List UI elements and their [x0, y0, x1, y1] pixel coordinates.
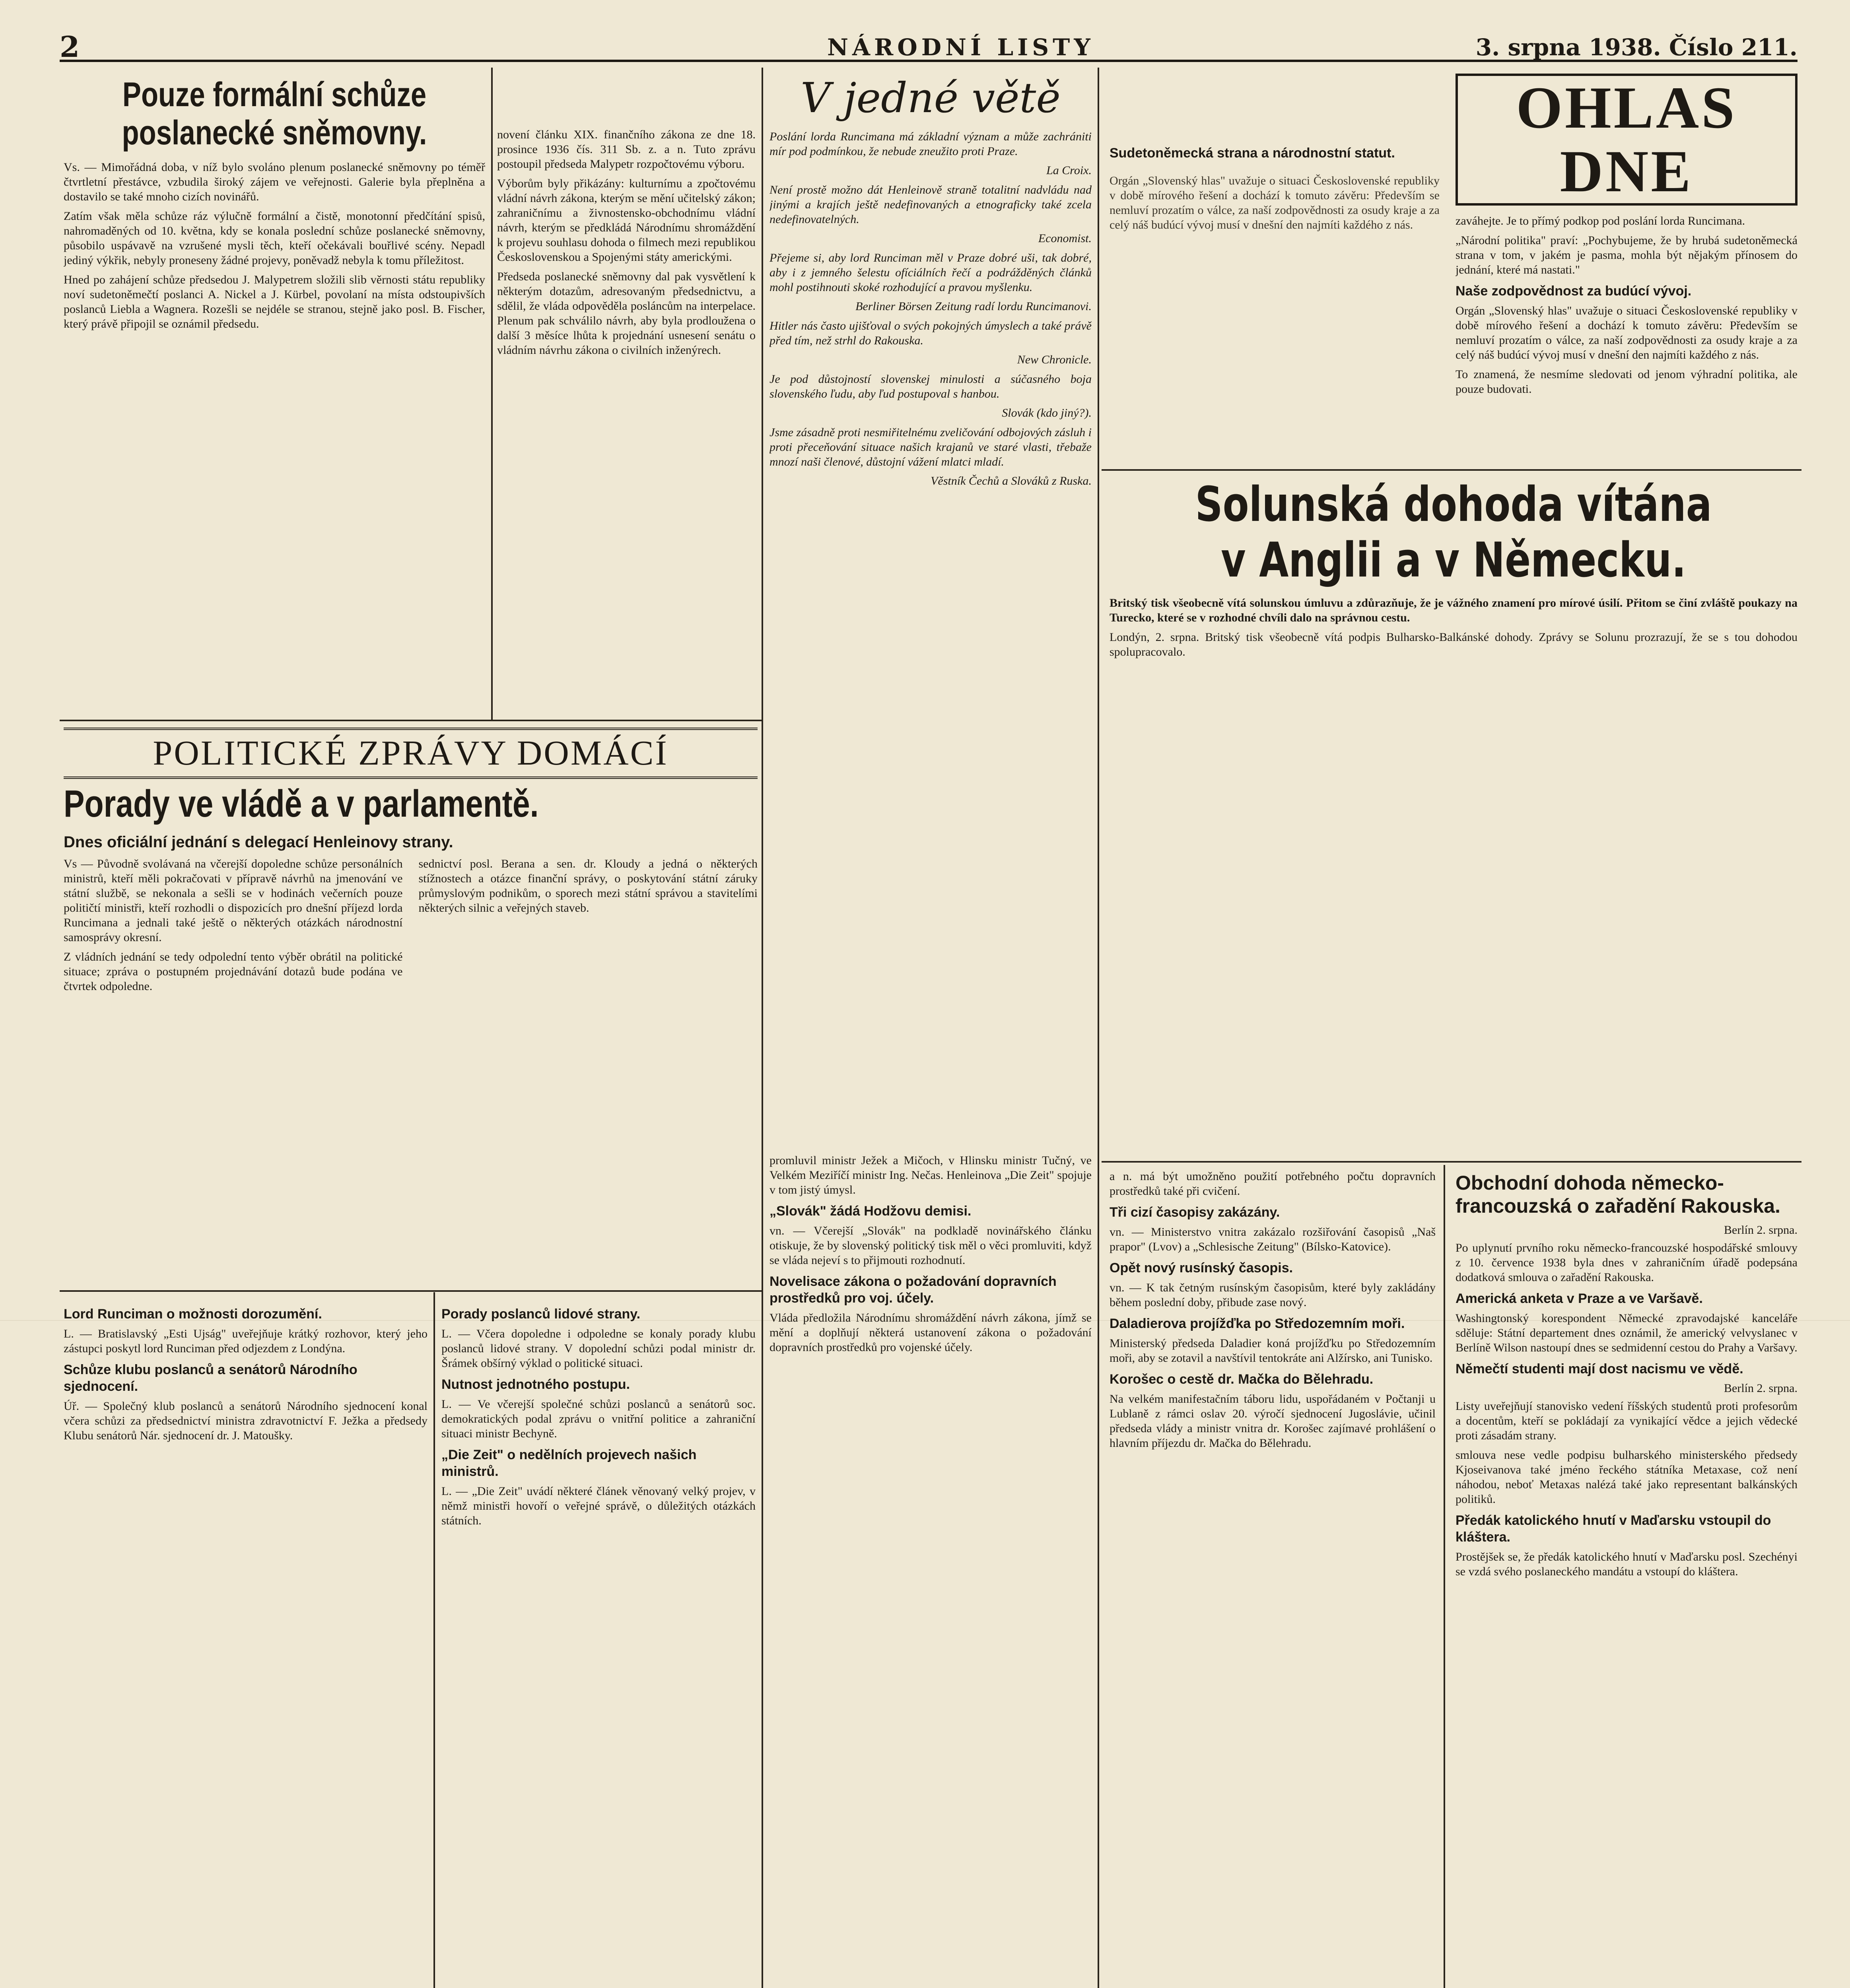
column-rule [433, 1292, 435, 1988]
subheading: Novelisace zákona o požadování dopravních prostředků pro voj. účely. [770, 1274, 1057, 1306]
subheading: „Slovák" žádá Hodžovu demisi. [770, 1204, 972, 1219]
quote-source: Berliner Börsen Zeitung radí lordu Runcimanovi. [855, 300, 1092, 313]
subheading: Němečtí studenti mají dost nacismu ve vědě. [1456, 1361, 1743, 1376]
paragraph: promluvil ministr Ježek a Mičoch, v Hlinsku ministr Tučný, ve Velkém Meziříčí ministr Ing. Nečas. Henleinova „Die Zeit" spojuje v tom jistý úmysl. [770, 1154, 1092, 1196]
paragraph: Orgán „Slovenský hlas" uvažuje o situaci Československé republiky v době mírového řešení a dochází k tomuto závěru: Především se nemluví prozatím o válce, za naší zodpovědnosti za osudy kraje a za celý náš budúcí vývoj musí v dnešní den najmíti každého z nás. [1456, 304, 1798, 361]
section-rule [60, 720, 762, 721]
subheading: Tři cizí časopisy zakázány. [1110, 1205, 1280, 1220]
article-sudeten-status [1110, 139, 1440, 465]
column-ohlas-dne [1456, 74, 1798, 467]
paper-fold [0, 1320, 1850, 1321]
paragraph: Úř. — Společný klub poslanců a senátorů Národního sjednocení konal včera schůzi za předsednictví ministra zdravotnictví F. Ježka a předsedy Klubu senátorů Nár. sjednocení dr. J. Matoušky. [64, 1400, 428, 1442]
subheading: Daladierova projížďka po Středozemním moři. [1110, 1316, 1405, 1331]
article-formal-session-continued [497, 127, 756, 712]
section-kicker: POLITICKÉ ZPRÁVY DOMÁCÍ [64, 728, 758, 779]
paragraph: Vláda předložila Národnímu shromáždění návrh zákona, jímž se mění a doplňují některá ustanovení zákona o požadování dopravních prostředků pro vojenské účely. [770, 1311, 1092, 1354]
column-lower-middle [441, 1300, 756, 1988]
column-rule [762, 68, 763, 1988]
paragraph: novení článku XIX. finančního zákona ze dne 18. prosince 1936 čís. 311 Sb. z. a n. Tuto zprávu postoupil předseda Malypetr rozpočtovému výboru. [497, 128, 756, 171]
paragraph: L. — Bratislavský „Esti Ujság" uveřejňuje krátký rozhovor, který jeho zástupci poskytl lord Runciman před odjezdem z Londýna. [64, 1327, 428, 1355]
paragraph: vn. — K tak četným rusínským časopisům, které byly zakládány během poslední doby, přibude zase nový. [1110, 1281, 1436, 1309]
subheading: Lord Runciman o možnosti dorozumění. [64, 1307, 322, 1322]
paragraph: „Národní politika" praví: „Pochybujeme, že by hrubá sudetoněmecká strana v tom, v jakém je pasma, mohla být nějakým přínosem do jednání, které má nastati." [1456, 234, 1798, 276]
quote: Přejeme si, aby lord Runciman měl v Praze dobré uši, tak dobré, aby i z jemného šelestu ofíciálních řečí a podrážděných článků mohl postihnouti skoké rozhodující a pravou myšlenku. [770, 251, 1092, 294]
column-rule [491, 68, 493, 720]
paragraph: L. — Ve včerejší společné schůzi poslanců a senátorů soc. demokratických podal zprávu o vnitřní politice a zahraniční situaci ministr Bechyně. [441, 1398, 756, 1440]
paragraph: Na velkém manifestačním táboru lidu, uspořádaném v Počtanji u Lublaně z rámci oslav 20. výročí sjednocení Jugoslávie, učinil předseda vlády a ministr vnitra dr. Korošec zajímavé prohlášení o hlavním příjezdu dr. Mačka do Bělehradu. [1110, 1392, 1436, 1450]
subheading: Korošec o cestě dr. Mačka do Bělehradu. [1110, 1372, 1374, 1387]
quote-source: Věstník Čechů a Slováků z Ruska. [931, 474, 1092, 487]
column-rule [1098, 68, 1099, 1988]
quote-source: La Croix. [1046, 164, 1092, 177]
body-right [419, 856, 758, 998]
paragraph: smlouva nese vedle podpisu bulharského ministerského předsedy Kjoseivanova také jméno řeckého státníka Metaxase, což není náhodou, neboť Metaxas nalézá také jako representant balkánských politiků. [1456, 1448, 1798, 1506]
issue-date: 3. srpna 1938. Číslo 211. [1475, 34, 1798, 61]
subheading: „Die Zeit" o nedělních projevech našich ministrů. [441, 1447, 697, 1479]
headline: Pouze formální schůze poslanecké sněmovny. [122, 76, 427, 152]
paragraph: vn. — Včerejší „Slovák" na podkladě novinářského článku otiskuje, že by slovenský politický tisk měl o věci promluviti, když se vláda nejeví s to přijmouti rozhodnutí. [770, 1224, 1092, 1267]
quote-source: New Chronicle. [1017, 353, 1092, 366]
page-number: 2 [60, 30, 80, 64]
headline: Porady ve vládě a v parlamentě. [64, 782, 539, 825]
quote: Je pod důstojností slovenskej minulosti a súčasného boja slovenského ľudu, aby ľud postupoval s hanbou. [770, 373, 1092, 400]
article-salonica-agreement [1110, 477, 1798, 1153]
quote: Poslání lorda Runcimana má základní význam a může zachrániti mír pod podmínkou, že nebude zneužito proti Praze. [770, 130, 1092, 158]
column-slovak-news [770, 1153, 1092, 1988]
quote: Není prostě možno dát Henleinově straně totalitní nadvládu nad jinými a krajích ještě nedefinovaných a etnograficky také zcela nedefinovatelných. [770, 183, 1092, 226]
quote-source: Slovák (kdo jiný?). [1002, 406, 1092, 419]
subheading: Porady poslanců lidové strany. [441, 1307, 641, 1322]
headline: Obchodní dohoda německo-francouzská o zařadění Rakouska. [1456, 1172, 1780, 1217]
paragraph: Prostějšek se, že předák katolického hnutí v Maďarsku posl. Szechényi se vzdá svého poslaneckého mandátu a vstoupí do kláštera. [1456, 1550, 1798, 1578]
paper-name: NÁRODNÍ LISTY [827, 34, 1094, 61]
lead-paragraph: Britský tisk všeobecně vítá solunskou úmluvu a zdůrazňuje, že je vážného znamení pro mírové úsilí. Přitom se činí zvláště poukazy na Turecko, které se v rozhodné chvíli dalo na správnou cestu. [1110, 596, 1798, 624]
section-rule [1102, 469, 1801, 471]
paragraph: Orgán „Slovenský hlas" uvažuje o situaci Československé republiky v době mírového řešení a dochází k tomuto závěru: Především se nemluví prozatím o válce, za naší zodpovědnosti za osudy kraje a za celý náš budúcí vývoj musí v dnešní den najmíti každého z nás. [1110, 174, 1440, 231]
paragraph: L. — Včera dopoledne i odpoledne se konaly porady klubu poslanců lidové strany. V dopolední schůzi podal ministr dr. Šrámek obšírný výklad o politické situaci. [441, 1327, 756, 1370]
paragraph: Londýn, 2. srpna. Britský tisk všeobecně vítá podpis Bulharsko-Balkánské dohody. Zprávy se Solunu prozrazují, že se s tou dohodou spolupracovalo. [1110, 631, 1798, 658]
section-rule [60, 1290, 762, 1292]
section-rule [1102, 1161, 1801, 1163]
paragraph: To znamená, že nesmíme sledovati od jenom výhradní politika, ale pouze budovati. [1456, 368, 1798, 396]
column-title: OHLAS DNE [1456, 74, 1798, 206]
subheading: Sudetoněmecká strana a národnostní statut. [1110, 146, 1395, 161]
subheading: Schůze klubu poslanců a senátorů Národního sjednocení. [64, 1362, 358, 1394]
body-left [64, 856, 403, 998]
paragraph: Vs — Původně svolávaná na včerejší dopoledne schůze personálních ministrů, kteří měli pokračovati v přípravě návrhů na jmenování ve státní službě, se nekonala a sešli se v hodinách večerních pouze političtí ministři, kteří rozhodli o dispozicích pro dnešní příjezd lorda Runcimana a jednali také ještě o některých otázkách národnostní samosprávy okresní. [64, 857, 403, 944]
subheading: Předák katolického hnutí v Maďarsku vstoupil do kláštera. [1456, 1513, 1771, 1545]
paragraph: vn. — Ministerstvo vnitra zakázalo rozšiřování časopisů „Naš prapor" (Lvov) a „Schlesische Zeitung" (Bílsko-Katovice). [1110, 1225, 1436, 1253]
column-in-one-sentence [770, 74, 1092, 1147]
column-short-news [1110, 1169, 1436, 1988]
paragraph: Výborům byly přikázány: kulturnímu a zpočtovému vládní návrh zákona, kterým se mění učitelský zákon; zahraničnímu a živnostensko-obchodnímu vládní návrh, kterým se předkládá Národnímu shromáždění k projevu souhlasu dohoda o filmech mezi republikou Československou a Spojenými státy americkými. [497, 177, 756, 264]
column-rule [1444, 1165, 1445, 1988]
quote: Hitler nás často ujišťoval o svých pokojných úmyslech a také právě před tím, než strhl do Rakouska. [770, 319, 1092, 347]
dateline: Berlín 2. srpna. [1724, 1382, 1798, 1395]
subheading: Americká anketa v Praze a ve Varšavě. [1456, 1291, 1703, 1306]
paragraph: Listy uveřejňují stanovisko vedení říšských studentů proti profesorům a docentům, kteří se pokládají za vynikající vědce a jejich vědecké proti zásadám strany. [1456, 1400, 1798, 1442]
paragraph: sednictví posl. Berana a sen. dr. Kloudy a jedná o některých stížnostech a otázce finanční správy, o poskytování státní záruky průmyslovým podnikům, o sporech mezi státní správou a stavitelími některých silnic a veřejných staveb. [418, 857, 758, 914]
paragraph: L. — „Die Zeit" uvádí některé článek věnovaný velký projev, v němž ministři hovoří o veřejné správě, o důležitých otázkách státních. [441, 1485, 756, 1527]
masthead [60, 22, 1798, 62]
article-franco-german-trade [1456, 1169, 1798, 1988]
column-title: V jedné větě [801, 74, 1061, 122]
quote-source: Economist. [1038, 232, 1092, 245]
paragraph: Po uplynutí prvního roku německo-francouzské hospodářské smlouvy z 10. července 1938 byla dnes v zahraničním úřadě podepsána dodatková smlouva o zařadění Rakouska. [1456, 1241, 1798, 1284]
paragraph: zaváhejte. Je to přímý podkop pod poslání lorda Runcimana. [1456, 214, 1745, 227]
subheading: Naše zodpovědnost za budúcí vývoj. [1456, 283, 1692, 299]
subheading: Opět nový rusínský časopis. [1110, 1260, 1293, 1276]
paragraph: Předseda poslanecké sněmovny dal pak vysvětlení k některým dotazům, adresovaným předsednictvu, a sdělil, že vláda odpověděla posláncům na interpelace. Plenum pak schválilo návrh, aby byla prodloužena o další 3 měsíce lhůta k projednání usnesení senátu o vládním návrhu zákona o civilních inženýrech. [497, 270, 756, 357]
paragraph: Hned po zahájení schůze předsedou J. Malypetrem složili slib věrnosti státu republiky noví sudetoněmečtí poslanci A. Nickel a J. Kürbel, povolaní na místa odstoupivších poslanců Liebla a Wagnera. Rozešli se nejdéle se stranou, stejně jako posl. B. Fischer, který právě připojil se oznámil předsedu. [64, 273, 485, 330]
column-lower-left [64, 1300, 428, 1988]
dateline: Berlín 2. srpna. [1724, 1223, 1798, 1237]
subheading: Nutnost jednotného postupu. [441, 1377, 630, 1392]
subheadline: Dnes oficiální jednání s delegací Henleinovy strany. [64, 833, 453, 851]
headline: Solunská dohoda vítána v Anglii a v Německu. [1195, 477, 1712, 588]
paragraph: a n. má být umožněno použití potřebného počtu dopravních prostředků také při cvičení. [1110, 1170, 1436, 1198]
two-column-body [64, 856, 758, 998]
paragraph: Washingtonský korespondent Německé zpravodajské kanceláře sděluje: Státní departement dnes oznámil, že americký velvyslanec v Berlíně Wilson nastoupí dnes se sedmidenní cestou do Prahy a Varšavy. [1456, 1312, 1798, 1354]
article-formal-session [64, 76, 485, 712]
paragraph: Z vládních jednání se tedy odpolední tento výběr obrátil na politické situace; zpráva o postupném projednávání dotazů bude podána ve čtvrtek odpoledne. [64, 950, 403, 993]
section-domestic-politics [64, 728, 758, 1284]
paragraph: Ministerský předseda Daladier koná projížďku po Středozemním moři, aby se zotavil a navštívil tentokráte ani Alžírsko, ani Tunisko. [1110, 1337, 1436, 1365]
quote: Jsme zásadně proti nesmiřitelnému zveličování odbojových zásluh i proti přeceňování situace našich krajanů ve staré vlasti, třebaže mnozí naši členové, důstojní vážení mlatci mladí. [770, 426, 1092, 468]
paragraph: Zatím však měla schůze ráz výlučně formální a čistě, monotonní předčítání spisů, nahromaděných od 10. května, kdy se konala poslední schůze poslanecké sněmovny, působilo uspávavě na vzrušené mysli těch, kteří očekávali bouřlivé scény. Nepadl jediný výkřik, nebyly proneseny žádné projevy, poněvadž nebyla k tomu příležitost. [64, 210, 485, 267]
paragraph: Vs. — Mimořádná doba, v níž bylo svoláno plenum poslanecké sněmovny po téměř čtvrtletní přestávce, vzbudila široký zájem ve veřejnosti. Galerie byla přeplněna a dostavilo se také mnoho cizích novinářů. [64, 161, 485, 203]
